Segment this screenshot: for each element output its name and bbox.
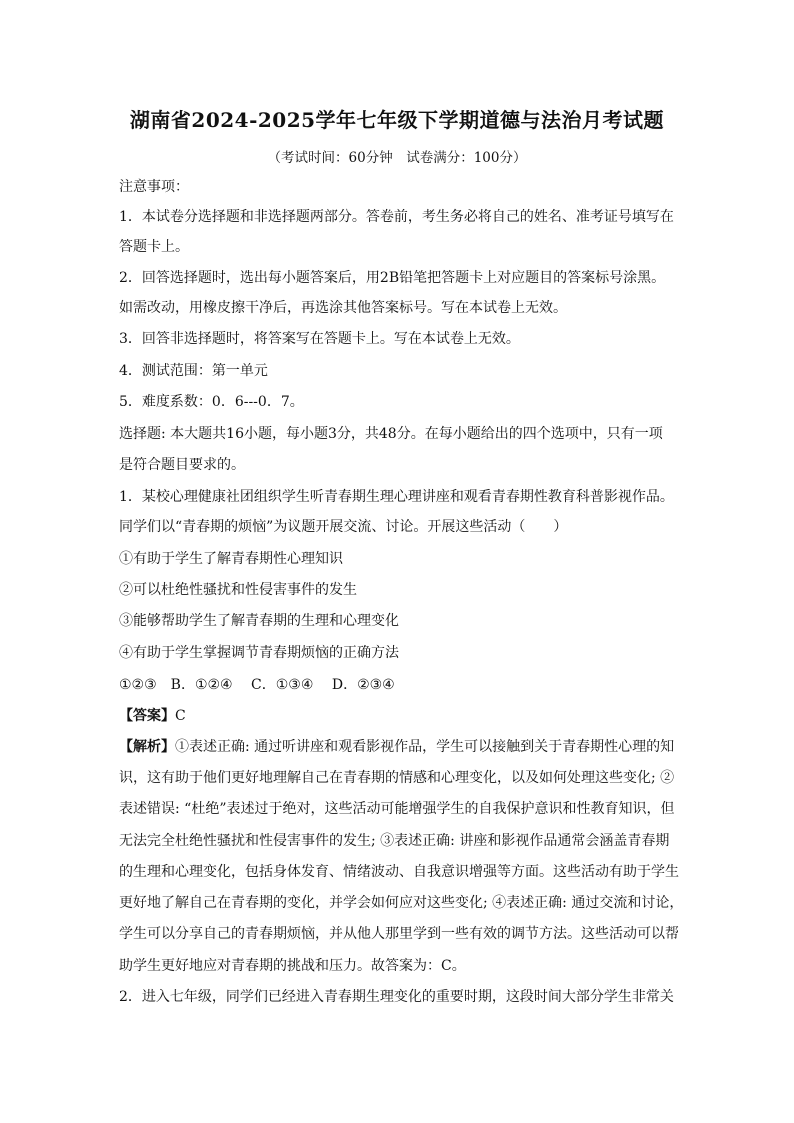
analysis-line: 识，这有助于他们更好地理解自己在青春期的情感和心理变化，以及如何处理这些变化; ② xyxy=(119,770,675,786)
analysis-line: 助学生更好地应对青春期的挑战和压力。故答案为：C。 xyxy=(119,958,466,974)
analysis-line: 无法完全杜绝性骚扰和性侵害事件的发生; ③表述正确: 讲座和影视作品通常会涵盖青春期 xyxy=(119,833,670,849)
answer-label: 【答案】 xyxy=(119,708,175,724)
question-1-option: ②可以杜绝性骚扰和性侵害事件的发生 xyxy=(119,582,357,598)
question-2-stem: 2．进入七年级，同学们已经进入青春期生理变化的重要时期，这段时间大部分学生非常关 xyxy=(119,989,674,1005)
exam-title: 湖南省2024-2025学年七年级下学期道德与法治月考试题 xyxy=(129,108,665,132)
question-1-option: ④有助于学生掌握调节青春期烦恼的正确方法 xyxy=(119,645,399,661)
analysis-line: 表述错误: “杜绝”表述过于绝对，这些活动可能增强学生的自我保护意识和性教育知识，但 xyxy=(119,801,675,817)
question-1-analysis xyxy=(119,737,679,757)
analysis-line: 学生可以分享自己的青春期烦恼，并从他人那里学到一些有效的调节方法。这些活动可以帮 xyxy=(119,926,679,942)
exam-subtitle: （考试时间：60分钟 试卷满分：100分） xyxy=(267,150,527,166)
question-1-option: ①有助于学生了解青春期性心理知识 xyxy=(119,551,343,567)
analysis-line: 的生理和心理变化，包括身体发育、情绪波动、自我意识增强等方面。这些活动有助于学生 xyxy=(119,864,679,880)
answer-value: C xyxy=(175,708,186,724)
question-1-stem: 1．某校心理健康社团组织学生听青春期生理心理讲座和观看青春期性教育科普影视作品。 xyxy=(119,489,674,505)
notice-line: 如需改动，用橡皮擦干净后，再选涂其他答案标号。写在本试卷上无效。 xyxy=(119,300,567,316)
question-1-answer xyxy=(119,706,679,726)
notice-line: 2．回答选择题时，选出每小题答案后，用2B铅笔把答题卡上对应题目的答案标号涂黑。 xyxy=(119,270,666,286)
notice-line: 1．本试卷分选择题和非选择题两部分。答卷前，考生务必将自己的姓名、准考证号填写在 xyxy=(119,209,674,225)
question-1-choices: ①②③ B．①②④ C．①③④ D．②③④ xyxy=(119,677,395,693)
question-1-option: ③能够帮助学生了解青春期的生理和心理变化 xyxy=(119,613,399,629)
analysis-label: 【解析】 xyxy=(119,739,175,755)
notice-line: 4．测试范围：第一单元 xyxy=(119,363,268,379)
question-1-stem: 同学们以“青春期的烦恼”为议题开展交流、讨论。开展这些活动（ ） xyxy=(119,519,568,535)
notice-line: 5．难度系数：0．6---0．7。 xyxy=(119,394,304,410)
section-intro-line: 选择题: 本大题共16小题，每小题3分，共48分。在每小题给出的四个选项中，只有一项 xyxy=(119,426,663,442)
analysis-line: 更好地了解自己在青春期的变化，并学会如何应对这些变化; ④表述正确: 通过交流和讨论， xyxy=(119,895,684,911)
section-intro-line: 是符合题目要求的。 xyxy=(119,457,245,473)
notice-line: 答题卡上。 xyxy=(119,239,189,255)
analysis-line: ①表述正确: 通过听讲座和观看影视作品，学生可以接触到关于青春期性心理的知 xyxy=(175,739,675,755)
notice-line: 3．回答非选择题时，将答案写在答题卡上。写在本试卷上无效。 xyxy=(119,331,520,347)
notice-heading: 注意事项： xyxy=(119,179,189,195)
